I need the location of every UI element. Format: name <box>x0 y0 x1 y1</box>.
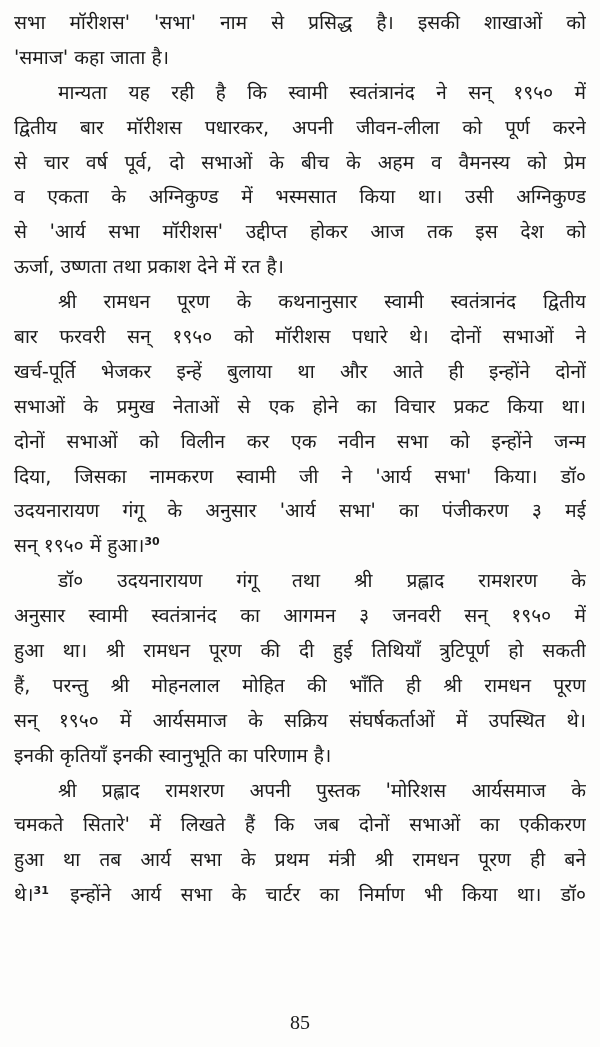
text-line: व एकता के अग्निकुण्ड में भस्मसात किया था। उसी अग्निकुण्ड <box>14 185 586 209</box>
footnote-marker: 31 <box>33 883 49 897</box>
text-line: श्री रामधन पूरण के कथनानुसार स्वामी स्वतंत्रानंद द्वितीय <box>58 290 586 314</box>
text-line: सभा मॉरीशस' 'सभा' नाम से प्रसिद्ध है। इसकी शाखाओं को <box>14 11 586 34</box>
text-line: हुआ था। श्री रामधन पूरण की दी हुई तिथियाँ त्रुटिपूर्ण हो सकती <box>14 639 586 663</box>
footnote-marker: 30 <box>144 534 160 548</box>
paragraph-4 <box>14 564 586 773</box>
text-line: मान्यता यह रही है कि स्वामी स्वतंत्रानंद ने सन् १९५० में <box>58 80 586 104</box>
text-line-content: सन् १९५० में हुआ। <box>14 534 145 558</box>
text-line: श्री प्रह्लाद रामशरण अपनी पुस्तक 'मोरिशस आर्यसमाज के <box>58 778 586 802</box>
text-line: खर्च-पूर्ति भेजकर इन्हें बुलाया था और आते ही इन्होंने दोनों <box>14 359 586 383</box>
text-line: दिया, जिसका नामकरण स्वामी जी ने 'आर्य सभा' किया। डॉ० <box>14 464 586 488</box>
body-text <box>14 6 586 913</box>
text-line: सन् १९५० में आर्यसमाज के सक्रिय संघर्षकर्ताओं में उपस्थित थे। <box>14 708 586 732</box>
text-line-rest: इन्होंने आर्य सभा के चार्टर का निर्माण भी किया था। डॉ० <box>70 883 586 907</box>
text-line: हैं, परन्तु श्री मोहनलाल मोहित की भाँति ही श्री रामधन पूरण <box>14 673 586 697</box>
text-line-start: थे। <box>14 883 34 907</box>
page-number: 85 <box>290 1012 310 1034</box>
text-line: अनुसार स्वामी स्वतंत्रानंद का आगमन ३ जनवरी सन् १९५० में <box>14 604 586 628</box>
text-line: 'समाज' कहा जाता है। <box>14 45 169 69</box>
text-line: दोनों सभाओं को विलीन कर एक नवीन सभा को इन्होंने जन्म <box>14 429 586 453</box>
paragraph-1 <box>14 6 586 76</box>
paragraph-3 <box>14 285 586 564</box>
text-line: से चार वर्ष पूर्व, दो सभाओं के बीच के अहम व वैमनस्य को प्रेम <box>14 150 586 174</box>
text-line: बार फरवरी सन् १९५० को मॉरीशस पधारे थे। दोनों सभाओं ने <box>14 325 586 349</box>
text-line: इनकी कृतियाँ इनकी स्वानुभूति का परिणाम है। <box>14 743 332 767</box>
paragraph-2 <box>14 76 586 285</box>
text-line-with-footnote <box>14 878 586 913</box>
text-line: ऊर्जा, उष्णता तथा प्रकाश देने में रत है। <box>14 255 284 279</box>
text-line: सभाओं के प्रमुख नेताओं से एक होने का विचार प्रकट किया था। <box>14 394 586 418</box>
text-line: चमकते सितारे' में लिखते हैं कि जब दोनों सभाओं का एकीकरण <box>14 813 586 837</box>
text-line: से 'आर्य सभा मॉरीशस' उद्दीप्त होकर आज तक इस देश को <box>14 220 586 244</box>
text-line: द्वितीय बार मॉरीशस पधारकर, अपनी जीवन-लीला को पूर्ण करने <box>14 115 586 139</box>
paragraph-5 <box>14 774 586 914</box>
text-line: डॉ० उदयनारायण गंगू तथा श्री प्रह्लाद रामशरण के <box>58 569 586 593</box>
text-line-with-footnote <box>14 529 586 564</box>
text-line: हुआ था तब आर्य सभा के प्रथम मंत्री श्री रामधन पूरण ही बने <box>14 848 586 872</box>
text-line: उदयनारायण गंगू के अनुसार 'आर्य सभा' का पंजीकरण ३ मई <box>14 499 586 523</box>
